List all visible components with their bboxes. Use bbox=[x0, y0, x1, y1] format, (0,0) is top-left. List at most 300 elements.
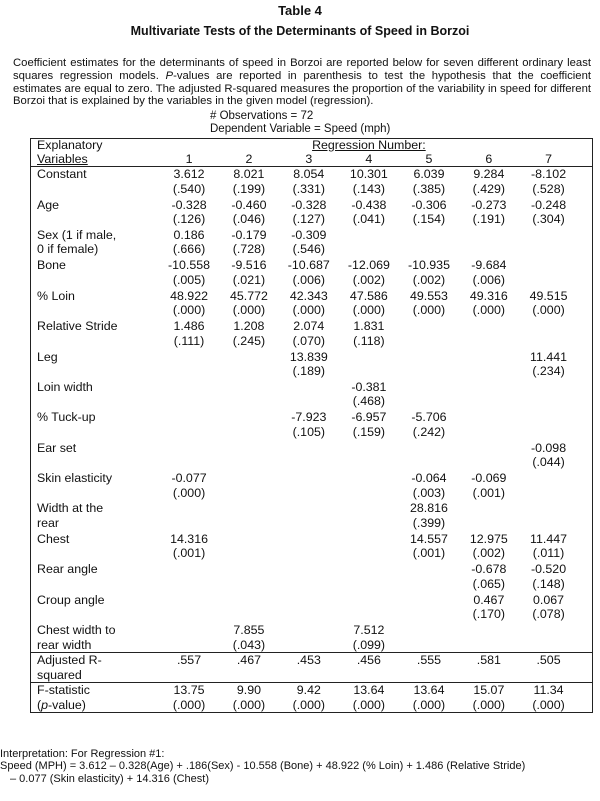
variable-label-cont: 0 if female) bbox=[37, 242, 99, 257]
f-stat-label: F-statistic bbox=[31, 683, 160, 698]
pvalue-cell bbox=[459, 425, 519, 440]
coefficient-cell: 1.486 bbox=[173, 319, 205, 334]
pvalue-row bbox=[31, 577, 593, 592]
coefficient-cell: -9.684 bbox=[471, 258, 507, 273]
pvalue-cell: (.429) bbox=[472, 181, 506, 196]
pvalue-cell: (.242) bbox=[412, 424, 446, 439]
pvalue-cell bbox=[519, 242, 579, 257]
pvalue-cell: (.002) bbox=[352, 272, 386, 287]
pvalue-cell: (.000) bbox=[172, 485, 206, 500]
column-header: 4 bbox=[339, 153, 399, 167]
pvalue-cell bbox=[339, 546, 399, 561]
f-stat-cell: 9.90 bbox=[219, 683, 279, 698]
pvalue-cell bbox=[159, 364, 219, 379]
pvalue-cell bbox=[159, 577, 219, 592]
coefficient-cell: 7.512 bbox=[353, 623, 385, 638]
coefficient-cell bbox=[159, 379, 219, 395]
coefficient-cell: 8.054 bbox=[293, 167, 325, 182]
pvalue-cell bbox=[279, 455, 339, 470]
coef-row bbox=[31, 409, 593, 425]
coefficient-cell: 3.612 bbox=[173, 167, 205, 182]
pvalue-cell: (.000) bbox=[472, 303, 506, 318]
coef-row bbox=[31, 561, 593, 577]
variable-label-cont bbox=[31, 425, 160, 440]
adj-r2-cell: .453 bbox=[279, 653, 339, 668]
pvalue-cell: (.528) bbox=[532, 181, 565, 196]
variable-label: Bone bbox=[37, 258, 66, 273]
coefficient-cell bbox=[339, 439, 399, 455]
pvalue-cell bbox=[399, 638, 459, 653]
coefficient-cell bbox=[519, 409, 579, 425]
f-pvalue-row bbox=[31, 698, 593, 713]
header-variables bbox=[31, 153, 160, 167]
header-variables-label: Variables bbox=[37, 151, 88, 166]
coefficient-cell bbox=[279, 591, 339, 607]
adj-r2-cell: .467 bbox=[219, 653, 279, 668]
variable-label: Age bbox=[37, 197, 60, 212]
column-header: 3 bbox=[279, 153, 339, 167]
pvalue-cell: (.000) bbox=[292, 303, 325, 318]
pvalue-cell bbox=[519, 638, 579, 653]
variable-label: Relative Stride bbox=[37, 319, 118, 334]
coefficient-cell: -9.516 bbox=[231, 258, 267, 273]
coefficient-cell bbox=[219, 561, 279, 577]
coefficient-cell: -0.678 bbox=[471, 562, 507, 577]
coefficient-cell: -12.069 bbox=[347, 258, 390, 273]
table-header-row bbox=[31, 139, 593, 153]
coefficient-cell bbox=[339, 470, 399, 486]
adj-r2-blank bbox=[159, 668, 219, 683]
pvalue-row bbox=[31, 546, 593, 561]
coefficient-cell bbox=[159, 622, 219, 638]
variable-label-cont bbox=[31, 303, 160, 318]
pvalue-row bbox=[31, 486, 593, 501]
variable-label: Chest width to bbox=[37, 623, 116, 638]
coef-row bbox=[31, 591, 593, 607]
pvalue-cell: (.002) bbox=[472, 546, 506, 561]
pvalue-cell bbox=[399, 364, 459, 379]
pvalue-cell bbox=[279, 516, 339, 531]
coefficient-cell: -0.273 bbox=[471, 197, 507, 212]
coefficient-cell bbox=[159, 561, 219, 577]
coefficient-cell bbox=[279, 622, 339, 638]
coefficient-cell bbox=[219, 530, 279, 546]
adj-r2-label: Adjusted R- bbox=[31, 653, 160, 668]
pvalue-cell bbox=[339, 455, 399, 470]
variable-label: Loin width bbox=[37, 379, 93, 394]
pvalue-cell: (.170) bbox=[472, 607, 506, 622]
coefficient-cell: -0.179 bbox=[231, 227, 267, 242]
coefficient-cell bbox=[459, 409, 519, 425]
coefficient-cell bbox=[519, 500, 579, 516]
pvalue-row bbox=[31, 638, 593, 653]
variable-label-cont bbox=[31, 486, 160, 501]
f-pvalue-cell: (.000) bbox=[232, 697, 266, 712]
pvalue-cell: (.001) bbox=[412, 546, 446, 561]
variable-label: Leg bbox=[37, 349, 58, 364]
coefficient-cell bbox=[339, 591, 399, 607]
pvalue-cell: (.189) bbox=[292, 364, 325, 379]
column-header: 2 bbox=[219, 153, 279, 167]
intro-text-part2: -values are reported in parenthesis to test the hypothesis that the coefficient estimates are equal to zero. The adjusted R-squared measures the proportion of the variability in speed for different Borzoi that is explained by the variables in the given model (regression). bbox=[13, 69, 592, 108]
coefficient-cell bbox=[339, 227, 399, 243]
pvalue-cell: (.006) bbox=[292, 272, 325, 287]
coefficient-cell bbox=[399, 591, 459, 607]
coefficient-cell bbox=[459, 227, 519, 243]
adj-r2-blank bbox=[399, 668, 459, 683]
coef-row bbox=[31, 622, 593, 638]
pvalue-cell bbox=[399, 242, 459, 257]
pvalue-cell: (.159) bbox=[352, 424, 386, 439]
variable-label: Croup angle bbox=[37, 592, 105, 607]
coefficient-cell bbox=[159, 591, 219, 607]
variable-label: Constant bbox=[37, 167, 87, 182]
coefficient-cell: 1.208 bbox=[233, 319, 265, 334]
coefficient-cell: 14.557 bbox=[410, 531, 448, 546]
variable-label-cont bbox=[31, 273, 160, 288]
f-stat-cell: 13.75 bbox=[159, 683, 219, 698]
pvalue-row bbox=[31, 516, 593, 531]
coefficient-cell: 11.441 bbox=[530, 349, 568, 364]
pvalue-cell bbox=[399, 455, 459, 470]
coefficient-cell bbox=[459, 379, 519, 395]
coefficient-cell bbox=[279, 379, 339, 395]
f-pvalue-cell: (.000) bbox=[412, 697, 446, 712]
pvalue-cell: (.046) bbox=[232, 212, 266, 227]
coefficient-cell bbox=[279, 530, 339, 546]
pvalue-cell bbox=[399, 577, 459, 592]
variable-label: Ear set bbox=[37, 440, 77, 455]
pvalue-cell bbox=[519, 394, 579, 409]
f-stat-close: -value) bbox=[48, 697, 86, 712]
pvalue-cell: (.143) bbox=[352, 181, 386, 196]
coefficient-cell bbox=[339, 561, 399, 577]
coefficient-cell bbox=[339, 530, 399, 546]
coefficient-cell bbox=[219, 470, 279, 486]
variable-label-cont: rear width bbox=[37, 637, 92, 652]
coefficient-cell bbox=[459, 500, 519, 516]
pvalue-cell: (.666) bbox=[172, 242, 206, 257]
coefficient-cell bbox=[159, 409, 219, 425]
coefficient-cell: 7.855 bbox=[233, 623, 265, 638]
pvalue-cell bbox=[219, 607, 279, 622]
pvalue-row bbox=[31, 394, 593, 409]
coefficient-cell: -5.706 bbox=[411, 410, 447, 425]
pvalue-cell: (.065) bbox=[472, 576, 506, 591]
f-pvalue-cell: (.000) bbox=[472, 697, 506, 712]
coefficient-cell: -0.306 bbox=[411, 197, 447, 212]
pvalue-cell bbox=[159, 394, 219, 409]
pvalue-cell bbox=[339, 607, 399, 622]
column-header: 7 bbox=[519, 153, 579, 167]
coefficient-cell: 2.074 bbox=[293, 319, 325, 334]
variable-label: Skin elasticity bbox=[37, 471, 113, 486]
f-stat-cell: 13.64 bbox=[339, 683, 399, 698]
coefficient-cell: 47.586 bbox=[349, 288, 388, 303]
f-stat-cell: 11.34 bbox=[519, 683, 579, 698]
pvalue-row bbox=[31, 425, 593, 440]
coefficient-cell bbox=[159, 348, 219, 364]
variable-label: Rear angle bbox=[37, 562, 98, 577]
coefficient-cell bbox=[219, 348, 279, 364]
pvalue-cell: (.199) bbox=[232, 181, 266, 196]
coefficient-cell: -10.687 bbox=[287, 258, 330, 273]
coefficient-cell: 12.975 bbox=[469, 531, 508, 546]
pvalue-cell: (.385) bbox=[412, 181, 446, 196]
pvalue-cell bbox=[279, 546, 339, 561]
adj-r2-cell: .555 bbox=[399, 653, 459, 668]
coef-row bbox=[31, 348, 593, 364]
pvalue-cell: (.005) bbox=[172, 272, 206, 287]
pvalue-cell bbox=[399, 334, 459, 349]
pvalue-cell: (.234) bbox=[532, 364, 565, 379]
pvalue-cell bbox=[159, 607, 219, 622]
coefficient-cell: -0.309 bbox=[291, 227, 327, 242]
coefficient-cell bbox=[459, 348, 519, 364]
dependent-variable-note: Dependent Variable = Speed (mph) bbox=[210, 123, 391, 135]
pvalue-row bbox=[31, 182, 593, 197]
pvalue-cell: (.127) bbox=[292, 212, 325, 227]
pvalue-cell bbox=[339, 516, 399, 531]
pvalue-cell: (.399) bbox=[412, 515, 446, 530]
coefficient-cell: 49.515 bbox=[529, 288, 568, 303]
coefficient-cell bbox=[399, 318, 459, 334]
coefficient-cell: -0.064 bbox=[411, 471, 447, 486]
coefficient-cell: 48.922 bbox=[170, 288, 208, 303]
coef-row bbox=[31, 318, 593, 334]
coefficient-cell bbox=[459, 318, 519, 334]
coefficient-cell: 0.467 bbox=[473, 592, 505, 607]
interpretation-block bbox=[0, 748, 600, 785]
coefficient-cell bbox=[339, 500, 399, 516]
coef-row bbox=[31, 287, 593, 303]
variable-label-cont bbox=[31, 546, 160, 561]
pvalue-cell: (.003) bbox=[412, 485, 446, 500]
pvalue-cell bbox=[159, 425, 219, 440]
coefficient-cell: 11.447 bbox=[530, 531, 568, 546]
pvalue-cell bbox=[459, 394, 519, 409]
pvalue-cell bbox=[339, 242, 399, 257]
pvalue-cell: (.078) bbox=[532, 607, 565, 622]
f-stat-label-cont bbox=[31, 698, 160, 713]
pvalue-cell: (.540) bbox=[172, 181, 206, 196]
coefficient-cell bbox=[519, 318, 579, 334]
coefficient-cell bbox=[519, 257, 579, 273]
f-stat-cell: 15.07 bbox=[459, 683, 519, 698]
coefficient-cell bbox=[519, 227, 579, 243]
coefficient-cell bbox=[219, 439, 279, 455]
intro-text-part1: Coefficient estimates for the determinants of speed in Borzoi are reported below for seven different ordinary least squares regression models. bbox=[13, 57, 591, 82]
coef-row bbox=[31, 227, 593, 243]
variable-label: % Tuck-up bbox=[37, 410, 96, 425]
coefficient-cell: 42.343 bbox=[289, 288, 328, 303]
column-header: 6 bbox=[459, 153, 519, 167]
coefficient-cell: 10.301 bbox=[349, 167, 388, 182]
adj-r2-cell: .456 bbox=[339, 653, 399, 668]
adj-r2-label-cont: squared bbox=[37, 667, 82, 682]
adj-r2-blank bbox=[339, 668, 399, 683]
pvalue-cell: (.728) bbox=[232, 242, 266, 257]
column-header: 1 bbox=[159, 153, 219, 167]
adj-r2-cell: .581 bbox=[459, 653, 519, 668]
pvalue-cell bbox=[279, 577, 339, 592]
pvalue-cell bbox=[339, 486, 399, 501]
pvalue-cell bbox=[279, 638, 339, 653]
intro-paragraph bbox=[13, 57, 591, 108]
pvalue-row bbox=[31, 303, 593, 318]
pvalue-cell: (.043) bbox=[232, 637, 266, 652]
pvalue-cell bbox=[459, 638, 519, 653]
pvalue-cell bbox=[219, 455, 279, 470]
f-pvalue-cell: (.000) bbox=[172, 697, 206, 712]
coefficient-cell: 49.316 bbox=[469, 288, 508, 303]
coefficient-cell: -0.077 bbox=[171, 471, 207, 486]
pvalue-cell bbox=[219, 516, 279, 531]
pvalue-cell: (.099) bbox=[352, 637, 386, 652]
coefficient-cell bbox=[279, 470, 339, 486]
adj-r2-row-cont bbox=[31, 668, 593, 683]
pvalue-cell bbox=[219, 486, 279, 501]
f-stat-row bbox=[31, 683, 593, 698]
pvalue-cell bbox=[279, 394, 339, 409]
f-stat-cell: 9.42 bbox=[279, 683, 339, 698]
pvalue-cell: (.011) bbox=[532, 546, 565, 561]
adj-r2-blank bbox=[279, 668, 339, 683]
pvalue-cell bbox=[339, 577, 399, 592]
variable-label-cont bbox=[31, 394, 160, 409]
variable-label: Chest bbox=[37, 531, 70, 546]
pvalue-cell: (.154) bbox=[412, 212, 446, 227]
pvalue-cell bbox=[279, 486, 339, 501]
coef-row bbox=[31, 500, 593, 516]
pvalue-cell bbox=[159, 516, 219, 531]
variable-label-cont bbox=[31, 364, 160, 379]
coef-row bbox=[31, 167, 593, 182]
coefficient-cell bbox=[219, 409, 279, 425]
f-pvalue-cell: (.000) bbox=[352, 697, 386, 712]
pvalue-cell: (.105) bbox=[292, 424, 325, 439]
coefficient-cell: -0.520 bbox=[530, 562, 567, 577]
adj-r2-blank bbox=[219, 668, 279, 683]
document-title: Multivariate Tests of the Determinants of Speed in Borzoi bbox=[130, 24, 470, 38]
coefficient-cell bbox=[279, 439, 339, 455]
pvalue-cell: (.001) bbox=[472, 485, 506, 500]
variable-label-cont bbox=[31, 212, 160, 227]
coefficient-cell: 1.831 bbox=[353, 319, 385, 334]
pvalue-cell: (.111) bbox=[173, 333, 205, 348]
pvalue-cell bbox=[279, 607, 339, 622]
coefficient-cell: 6.039 bbox=[413, 167, 445, 182]
pvalue-row bbox=[31, 212, 593, 227]
pvalue-cell: (.191) bbox=[472, 212, 506, 227]
coefficient-cell: 28.816 bbox=[410, 501, 448, 516]
coefficient-cell: -7.923 bbox=[291, 410, 327, 425]
coefficient-cell bbox=[339, 348, 399, 364]
coefficient-cell: 9.284 bbox=[473, 167, 505, 182]
coefficient-cell bbox=[279, 561, 339, 577]
coefficient-cell: 49.553 bbox=[410, 288, 448, 303]
pvalue-cell bbox=[399, 607, 459, 622]
variable-label: Width at the bbox=[37, 501, 104, 516]
coefficient-cell bbox=[279, 500, 339, 516]
pvalue-cell bbox=[219, 546, 279, 561]
pvalue-cell: (.000) bbox=[232, 303, 266, 318]
pvalue-cell bbox=[159, 638, 219, 653]
pvalue-cell bbox=[459, 516, 519, 531]
coef-row bbox=[31, 439, 593, 455]
coefficient-cell bbox=[219, 379, 279, 395]
pvalue-cell: (.000) bbox=[532, 303, 565, 318]
pvalue-cell bbox=[459, 334, 519, 349]
coefficient-cell: 8.021 bbox=[233, 167, 265, 182]
variable-label: Sex (1 if male, bbox=[37, 227, 117, 242]
coefficient-cell bbox=[159, 439, 219, 455]
pvalue-cell: (.245) bbox=[232, 333, 266, 348]
coefficient-cell bbox=[399, 561, 459, 577]
coefficient-cell bbox=[399, 227, 459, 243]
pvalue-cell bbox=[159, 455, 219, 470]
pvalue-row bbox=[31, 455, 593, 470]
coefficient-cell: -0.381 bbox=[351, 379, 387, 394]
variable-label-cont bbox=[31, 334, 160, 349]
coefficient-cell: -0.328 bbox=[171, 197, 207, 212]
pvalue-row bbox=[31, 334, 593, 349]
interpretation-line-2: – 0.077 (Skin elasticity) + 14.316 (Chest) bbox=[10, 772, 210, 785]
coefficient-cell: 0.186 bbox=[173, 227, 205, 242]
interpretation-heading: Interpretation: For Regression #1: bbox=[0, 748, 165, 760]
variable-label-cont bbox=[31, 182, 160, 197]
coefficient-cell bbox=[519, 470, 579, 486]
pvalue-cell bbox=[459, 364, 519, 379]
regression-table bbox=[30, 138, 593, 713]
coefficient-cell bbox=[219, 500, 279, 516]
variable-label-cont: rear bbox=[37, 515, 60, 530]
coefficient-cell: 13.839 bbox=[289, 349, 328, 364]
pvalue-cell bbox=[219, 364, 279, 379]
pvalue-row bbox=[31, 364, 593, 379]
adj-r2-blank bbox=[459, 668, 519, 683]
table-column-row bbox=[31, 153, 593, 167]
pvalue-cell bbox=[399, 394, 459, 409]
f-pvalue-cell: (.000) bbox=[292, 697, 325, 712]
pvalue-cell: (.118) bbox=[353, 333, 385, 348]
coefficient-cell bbox=[399, 622, 459, 638]
coef-row bbox=[31, 257, 593, 273]
coefficient-cell: -10.935 bbox=[407, 258, 450, 273]
pvalue-cell bbox=[459, 455, 519, 470]
coefficient-cell: -0.328 bbox=[291, 197, 327, 212]
coefficient-cell: -0.098 bbox=[530, 440, 567, 455]
pvalue-cell: (.546) bbox=[292, 242, 325, 257]
column-header: 5 bbox=[399, 153, 459, 167]
f-stat-cell: 13.64 bbox=[399, 683, 459, 698]
coefficient-cell bbox=[459, 439, 519, 455]
table-number-label: Table 4 bbox=[278, 3, 322, 18]
coef-row bbox=[31, 379, 593, 395]
pvalue-cell: (.148) bbox=[532, 576, 565, 591]
pvalue-cell: (.021) bbox=[232, 272, 266, 287]
pvalue-cell bbox=[519, 425, 579, 440]
variable-label-cont bbox=[31, 455, 160, 470]
coefficient-cell bbox=[399, 439, 459, 455]
observations-count: # Observations = 72 bbox=[210, 110, 314, 122]
regression-number-label: Regression Number: bbox=[312, 138, 426, 152]
pvalue-cell: (.006) bbox=[472, 272, 506, 287]
pvalue-cell bbox=[519, 273, 579, 288]
coefficient-cell: 14.316 bbox=[170, 531, 208, 546]
adj-r2-cell: .505 bbox=[519, 653, 579, 668]
coefficient-cell bbox=[519, 379, 579, 395]
